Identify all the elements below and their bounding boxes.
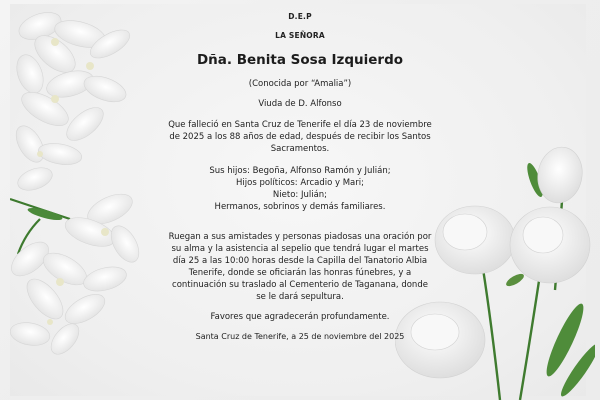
known-as: (Conocida por “Amalia”): [248, 79, 352, 89]
family-list: [150, 165, 450, 213]
children: Sus hijos: Begoña, Alfonso Ramón y Julián;: [209, 166, 391, 176]
grandchild: Nieto: Julián;: [272, 190, 328, 200]
thanks-line: Favores que agradecerán profundamente.: [210, 312, 390, 322]
other-family: Hermanos, sobrinos y demás familiares.: [214, 202, 386, 212]
announcement-line: Que falleció en Santa Cruz de Tenerife el día 23 de noviembre: [168, 120, 432, 130]
obituary-text: [150, 12, 450, 343]
request-line: su alma y la asistencia al sepelio que tendrá lugar el martes: [171, 244, 429, 254]
funeral-request: [150, 231, 450, 303]
announcement: [150, 119, 450, 155]
request-line: Tenerife, donde se oficiarán las honras fúnebres, y a: [188, 268, 412, 278]
request-line: día 25 a las 10:00 horas desde la Capilla del Tanatorio Albia: [172, 256, 428, 266]
left-white-flowers-image: [10, 4, 160, 396]
place-date: Santa Cruz de Tenerife, a 25 de noviembre del 2025: [195, 332, 405, 341]
request-line: Ruegan a sus amistades y personas piadosas una oración por: [168, 232, 432, 242]
widow-of: Viuda de D. Alfonso: [258, 99, 342, 109]
request-line: continuación su traslado al Cementerio de Taganana, donde: [172, 280, 428, 290]
request-line: se le dará sepultura.: [256, 292, 344, 302]
announcement-line: de 2025 a los 88 años de edad, después de recibir los Santos: [169, 132, 431, 142]
deceased-name: Dña. Benita Sosa Izquierdo: [196, 52, 404, 68]
announcement-line: Sacramentos.: [270, 144, 330, 154]
in-laws: Hijos políticos: Arcadio y Mari;: [236, 178, 364, 188]
dep-heading: D.E.P: [288, 12, 312, 21]
la-senora-heading: LA SEÑORA: [275, 31, 325, 40]
